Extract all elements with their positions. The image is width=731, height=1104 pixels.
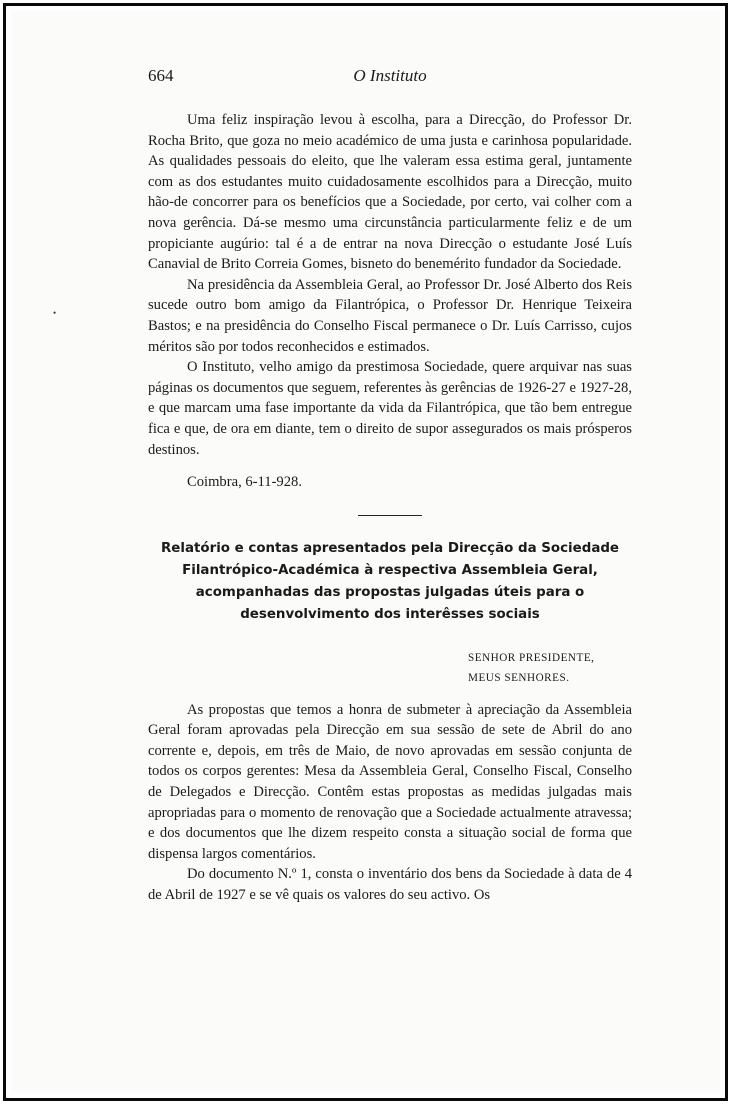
report-paragraph-2: Do documento N.º 1, consta o inventário dos bens da Sociedade à data de 4 de Abril de 1927 e se vê quais os valores do seu activo. Os [148, 866, 632, 904]
section-divider [358, 515, 422, 516]
intro-paragraph-2: Na presidência da Assembleia Geral, ao Professor Dr. José Alberto dos Reis sucede outro bom amigo da Filantrópica, o Professor Dr. Henrique Teixeira Bastos; e na presidência do Conselho Fiscal permanece o Dr. Luís Carrisso, cujos méritos são por todos reconhecidos e estimados. [148, 276, 632, 355]
salutation-line-1: SENHOR PRESIDENTE, [468, 651, 595, 664]
report-body [148, 700, 632, 906]
intro-paragraph-1: Uma feliz inspiração levou à escolha, para a Direcção, do Professor Dr. Rocha Brito, que goza no meio académico de uma justa e carinhosa popularidade. As qualidades pessoais do eleito, que lhe valeram essa estima geral, juntamente com as dos estudantes muito cuidadosamente escolhidos para a Direcção, muito hão-de concorrer para os benefícios que a Sociedade, por certo, vai colher com a nova gerência. Dá-se mesmo uma circunstância particularmente feliz e de um propiciante augúrio: tal é a de entrar na nova Direcção o estudante José Luís Canavial de Brito Correia Gomes, bisneto do benemérito fundador da Sociedade. [148, 112, 632, 273]
salutation [468, 648, 632, 688]
page-body [148, 110, 632, 906]
running-title: O Instituto [353, 66, 427, 85]
intro-paragraph-3: O Instituto, velho amigo da prestimosa Sociedade, quere arquivar nas suas páginas os documentos que seguem, referentes às gerências de 1926-27 e 1927-28, e que marcam uma fase importante da vida da Filantrópica, que tão bem entregue fica e que, de ora em diante, tem o direito de supor assegurados os mais prósperos destinos. [148, 359, 632, 458]
page-number: 664 [148, 66, 174, 85]
margin-dot-mark: • [53, 308, 57, 318]
salutation-line-2: MEUS SENHORES. [468, 671, 570, 684]
page-header [148, 66, 632, 94]
report-title: Relatório e contas apresentados pela Direcção da Sociedade Filantrópico-Académica à respectiva Assembleia Geral, acompanhadas das propostas julgadas úteis para o desenvolvimento dos interêsses sociais [160, 540, 620, 622]
report-paragraph-1: As propostas que temos a honra de submeter à apreciação da Assembleia Geral foram aprovadas pela Direcção em sua sessão de sete de Abril do ano corrente e, depois, em três de Maio, de novo aprovadas em sessão conjunta de todos os corpos gerentes: Mesa da Assembleia Geral, Conselho Fiscal, Conselho de Delegados e Direcção. Contêm estas propostas as medidas julgadas mais apropriadas para o momento de renovação que a Sociedade actualmente atravessa; e dos documentos que lhe dizem respeito consta a situação social de forma que dispensa largos comentários. [148, 701, 632, 862]
date-line: Coimbra, 6-11-928. [187, 474, 302, 491]
